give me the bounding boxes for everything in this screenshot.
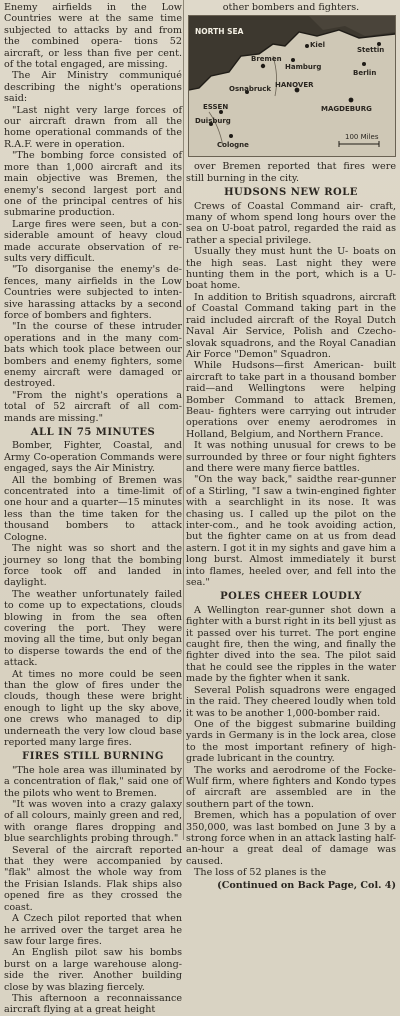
continued-notice: (Continued on Back Page, Col. 4) [217, 879, 396, 891]
right-column [186, 2, 396, 891]
article-paragraph: One of the biggest submarine building yards in Germany is in the lock area, close to the most important refinery of high-grade lubricant in the country. [186, 718, 396, 765]
map-label-duisburg: Duisburg [195, 117, 231, 126]
right-top-paragraph: other bombers and fighters. [222, 2, 360, 13]
article-paragraph: "The hole area was illuminated by a concentration of flak," said one of the pilots who went to Bremen. [4, 764, 182, 799]
article-paragraph: At times no more could be seen than the glow of fires under the clouds, though these were bright enough to light up the sky above, one crews who managed to dip underneath the very low cloud base reported many large fires. [4, 668, 182, 748]
map-label-bremen: Bremen [251, 55, 282, 64]
article-paragraph: "The bombing force consisted of more than 1,000 aircraft and its main objective was Bremen, the enemy's second largest port and one of the principal centres of his submarine production. [4, 150, 182, 219]
article-paragraph: A Wellington rear-gunner shot down a fighter with a burst right in its bell yjust as it passed over his turret. The port engine caught fire, then the wing, and finally the fighter dived into the sea. The pilot said that he could see the ripples in the water made by the fighter when it sank. [186, 604, 396, 685]
article-paragraph: The works and aerodrome of the Focke-Wulf firm, where fighters and Kondo types of aircraft are assembled are in the southern part of the town. [186, 764, 396, 810]
article-paragraph: It was nothing unusual for crews to be surrounded by three or four night fighters and there were many fierce battles. [186, 440, 396, 474]
map-label-osnabruck: Osnabruck [229, 85, 272, 94]
map-label-stettin: Stettin [357, 46, 385, 55]
article-paragraph: Large fires were seen, but a con- siderable amount of heavy cloud made accurate observation of re- sults very difficult. [4, 218, 182, 264]
map-bremen-region [188, 15, 396, 157]
map-label-kiel: Kiel [310, 41, 325, 50]
map-label-cologne: Cologne [217, 141, 249, 150]
article-paragraph: "To disorganise the enemy's de- fences, many airfields in the Low Countries were subjected to inten- sive harassing attacks by a second force of bombers and fighters. [4, 264, 182, 321]
article-paragraph: "It was woven into a crazy galaxy of all colours, mainly green and red, with orange flares dropping and blue searchlights probing through." [4, 799, 182, 845]
article-paragraph: This afternoon a reconnaissance aircraft flying at a great height [4, 992, 182, 1016]
map-label-magdeburg: MAGDEBURG [321, 105, 372, 114]
map-scale-label: 100 Miles [345, 133, 379, 142]
map-label-hanover: HANOVER [275, 81, 314, 90]
map-label-essen: ESSEN [203, 103, 229, 112]
column-divider [183, 0, 184, 840]
article-paragraph: "In the course of these intruder operations and in the many com- bats which took place between our bombers and enemy fighters, some enemy aircraft were damaged or destroyed. [4, 321, 182, 390]
article-paragraph: Several Polish squadrons were engaged in the raid. They cheered loudly when told it was to be another 1,000-bomber raid. [186, 684, 396, 719]
map-label-hamburg: Hamburg [285, 63, 322, 72]
article-paragraph: Bremen, which has a population of over 350,000, was last bombed on June 3 by a strong force when in an attack lasting half-an-hour a great deal of damage was caused. [186, 810, 396, 867]
heading-fires-still-burning: FIRES STILL BURNING [22, 751, 164, 763]
map-label-berlin: Berlin [353, 69, 377, 78]
heading-hudsons-new-role: HUDSONS NEW ROLE [224, 187, 358, 199]
article-paragraph: "Last night very large forces of our aircraft drawn from all the home operational commands of the R.A.F. were in operation. [4, 104, 182, 150]
map-label-north-sea: NORTH SEA [195, 27, 244, 37]
article-paragraph: In addition to British squadrons, aircraft of Coastal Command taking part in the raid included aircraft of the Royal Dutch Naval Air Service, Polish and Czecho- slovak squadrons, and the Royal Canadian Air Force "Demon" Squadron. [186, 291, 396, 360]
article-paragraph: The loss of 52 planes is the [194, 867, 327, 879]
heading-all-in-75-minutes: ALL IN 75 MINUTES [30, 427, 156, 439]
article-paragraph: Crews of Coastal Command air- craft, many of whom spend long hours over the sea on U-boat patrol, regarded the raid as rather a special privilege. [186, 200, 396, 246]
left-column [4, 2, 182, 1016]
article-paragraph: Several of the aircraft reported that they were accompanied by "flak" almost the whole way from the Frisian Islands. Flak ships also opened fire as they crossed the coast. [4, 844, 182, 913]
heading-poles-cheer-loudly: POLES CHEER LOUDLY [220, 591, 362, 603]
article-paragraph: The Air Ministry communiqué describing the night's operations said: [4, 70, 182, 105]
article-paragraph: Usually they must hunt the U- boats on the high seas. Last night they were hunting them in the port, which is a U-boat home. [186, 246, 396, 292]
article-paragraph: The night was so short and the journey so long that the bombing force took off and landed in daylight. [4, 543, 182, 589]
article-paragraph: Enemy airfields in the Low Countries were at the same time subjected to attacks by and from the combined opera- tions 52 aircraft, or less than five per cent. of the total engaged, are missing. [4, 2, 182, 71]
article-paragraph: The weather unfortunately failed to come up to expectations, clouds blowing in from the sea often covering the port. They were moving all the time, but only began to disperse towards the end of the attack. [4, 588, 182, 669]
article-paragraph: All the bombing of Bremen was concentrated into a time-limit of one hour and a quarter—15 minutes less than the time taken for the thousand bombers to attack Cologne. [4, 474, 182, 543]
article-paragraph: "From the night's operations a total of 52 aircraft of all com- mands are missing." [4, 389, 182, 424]
article-paragraph: While Hudsons—first American- built aircraft to take part in a thousand bomber raid—and Wellingtons were helping Bomber Command to attack Bremen, Beau- fighters were carrying out intruder operations over enemy aerodromes in Holland, Belgium, and Northern France. [186, 360, 396, 440]
article-paragraph: A Czech pilot reported that when he arrived over the target area he saw four large fires. [4, 913, 182, 947]
article-paragraph: An English pilot saw his bombs burst on a large warehouse along- side the river. Another building close by was blazing fiercely. [4, 947, 182, 993]
article-paragraph: Bomber, Fighter, Coastal, and Army Co-operation Commands were engaged, says the Air Ministry. [4, 440, 182, 475]
right-after-map-paragraph: over Bremen reported that fires were still burning in the city. [186, 161, 396, 184]
article-paragraph: "On the way back," saidthe rear-gunner of a Stirling, "I saw a twin-engined fighter with a searchlight in its nose. It was chasing us. I called up the pilot on the inter-com., and he took avoiding action, but the fighter came on at us from dead astern. I got it in my sights and gave him a long burst. Almost immediately it burst into flames, heeled over, and fell into the sea." [186, 474, 396, 589]
